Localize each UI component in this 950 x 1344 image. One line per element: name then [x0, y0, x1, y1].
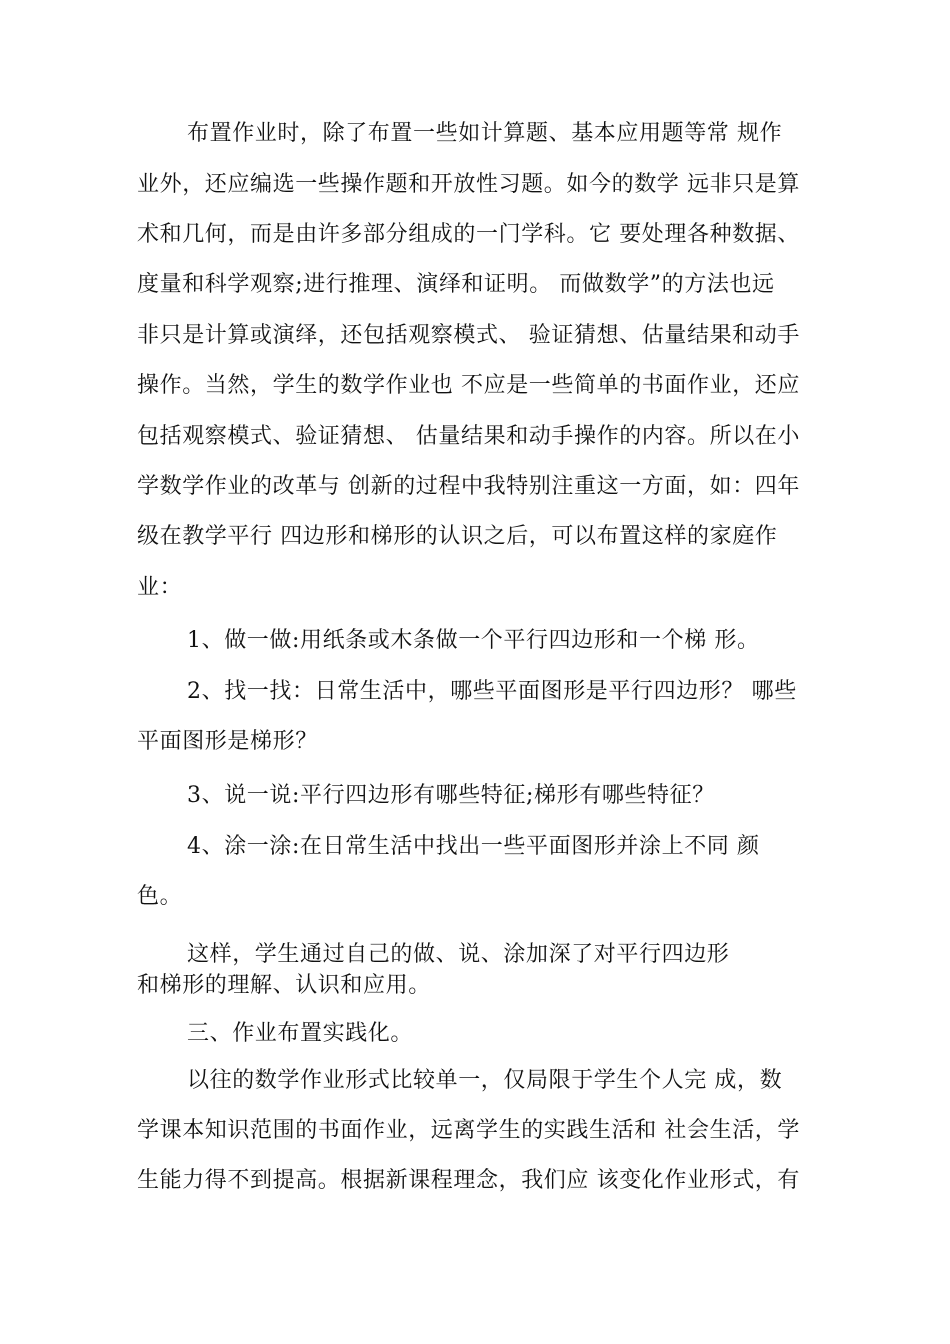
paragraph-1-line-2: 业外，还应编选一些操作题和开放性习题。如今的数学 远非只是算	[137, 172, 800, 197]
paragraph-3-line-2: 学课本知识范围的书面作业，远离学生的实践生活和 社会生活，学	[137, 1118, 800, 1143]
list-item-1: 1、做一做:用纸条或木条做一个平行四边形和一个梯 形。	[187, 628, 760, 653]
list-item-3: 3、说一说:平行四边形有哪些特征;梯形有哪些特征？	[187, 783, 715, 808]
paragraph-3-line-1: 以往的数学作业形式比较单一，仅局限于学生个人完 成，数	[187, 1068, 783, 1093]
paragraph-1-line-5: 非只是计算或演绎，还包括观察模式、 验证猜想、估量结果和动手	[137, 323, 800, 348]
paragraph-3-line-3: 生能力得不到提高。根据新课程理念，我们应 该变化作业形式，有	[137, 1168, 800, 1193]
paragraph-1-line-10: 业：	[137, 575, 183, 600]
section-heading: 三、作业布置实践化。	[187, 1021, 414, 1046]
list-item-2-line-2: 平面图形是梯形？	[137, 729, 318, 754]
paragraph-1-line-8: 学数学作业的改革与 创新的过程中我特别注重这一方面，如：四年	[137, 474, 800, 499]
paragraph-2-line-2: 和梯形的理解、认识和应用。	[137, 973, 431, 998]
paragraph-2-line-1: 这样，学生通过自己的做、说、涂加深了对平行四边形	[187, 942, 730, 967]
paragraph-1-line-1: 布置作业时，除了布置一些如计算题、基本应用题等常 规作	[187, 121, 783, 146]
paragraph-1-line-4: 度量和科学观察;进行推理、演绎和证明。 而做数学”的方法也远	[137, 272, 775, 297]
paragraph-1-line-7: 包括观察模式、验证猜想、 估量结果和动手操作的内容。所以在小	[137, 424, 800, 449]
paragraph-1-line-9: 级在教学平行 四边形和梯形的认识之后，可以布置这样的家庭作	[137, 524, 778, 549]
paragraph-1-line-6: 操作。当然，学生的数学作业也 不应是一些简单的书面作业，还应	[137, 373, 800, 398]
list-item-4-line-2: 色。	[137, 884, 183, 909]
list-item-2-line-1: 2、找一找：日常生活中，哪些平面图形是平行四边形？ 哪些	[187, 679, 797, 704]
paragraph-1-line-3: 术和几何，而是由许多部分组成的一门学科。它 要处理各种数据、	[137, 222, 800, 247]
list-item-4-line-1: 4、涂一涂:在日常生活中找出一些平面图形并涂上不同 颜	[187, 834, 760, 859]
